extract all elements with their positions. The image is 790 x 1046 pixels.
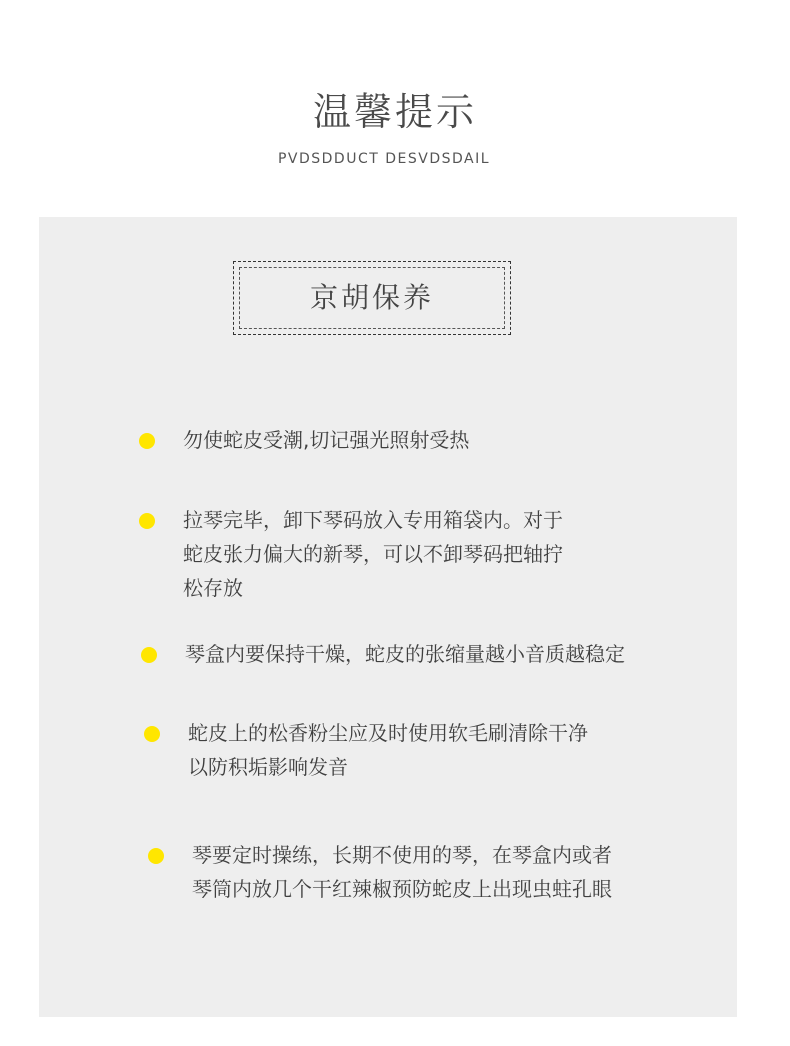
tip-line: 拉琴完毕，卸下琴码放入专用箱袋内。对于 bbox=[183, 508, 563, 532]
tip-line: 蛇皮上的松香粉尘应及时使用软毛刷清除干净 bbox=[188, 721, 588, 745]
tip-text bbox=[183, 503, 563, 605]
bullet-dot-icon bbox=[139, 513, 155, 529]
tip-text bbox=[188, 716, 588, 784]
page-title: 温馨提示 bbox=[312, 90, 477, 134]
section-title-inner-frame bbox=[239, 267, 505, 329]
tip-item bbox=[139, 423, 469, 457]
page-subtitle: PVDSDDUCT DESVDSDAIL bbox=[277, 151, 491, 167]
tip-line: 勿使蛇皮受潮,切记强光照射受热 bbox=[183, 428, 470, 452]
tip-item bbox=[148, 838, 612, 906]
bullet-dot-icon bbox=[144, 726, 160, 742]
tip-line: 蛇皮张力偏大的新琴，可以不卸琴码把轴拧 bbox=[183, 542, 563, 566]
tip-item bbox=[139, 503, 563, 605]
bullet-dot-icon bbox=[141, 647, 157, 663]
section-title-frame bbox=[233, 261, 511, 335]
tip-text bbox=[185, 637, 625, 671]
tip-line: 琴盒内要保持干燥，蛇皮的张缩量越小音质越稳定 bbox=[185, 642, 625, 666]
tip-line: 琴筒内放几个干红辣椒预防蛇皮上出现虫蛀孔眼 bbox=[192, 877, 612, 901]
tip-line: 琴要定时操练，长期不使用的琴，在琴盒内或者 bbox=[192, 843, 612, 867]
tip-item bbox=[141, 637, 625, 671]
section-title: 京胡保养 bbox=[309, 281, 434, 314]
bullet-dot-icon bbox=[148, 848, 164, 864]
tip-text bbox=[183, 423, 469, 457]
tip-line: 以防积垢影响发音 bbox=[188, 755, 348, 779]
bullet-dot-icon bbox=[139, 433, 155, 449]
tip-line: 松存放 bbox=[183, 576, 243, 600]
tip-text bbox=[192, 838, 612, 906]
tips-panel bbox=[39, 217, 737, 1017]
tip-item bbox=[144, 716, 588, 784]
